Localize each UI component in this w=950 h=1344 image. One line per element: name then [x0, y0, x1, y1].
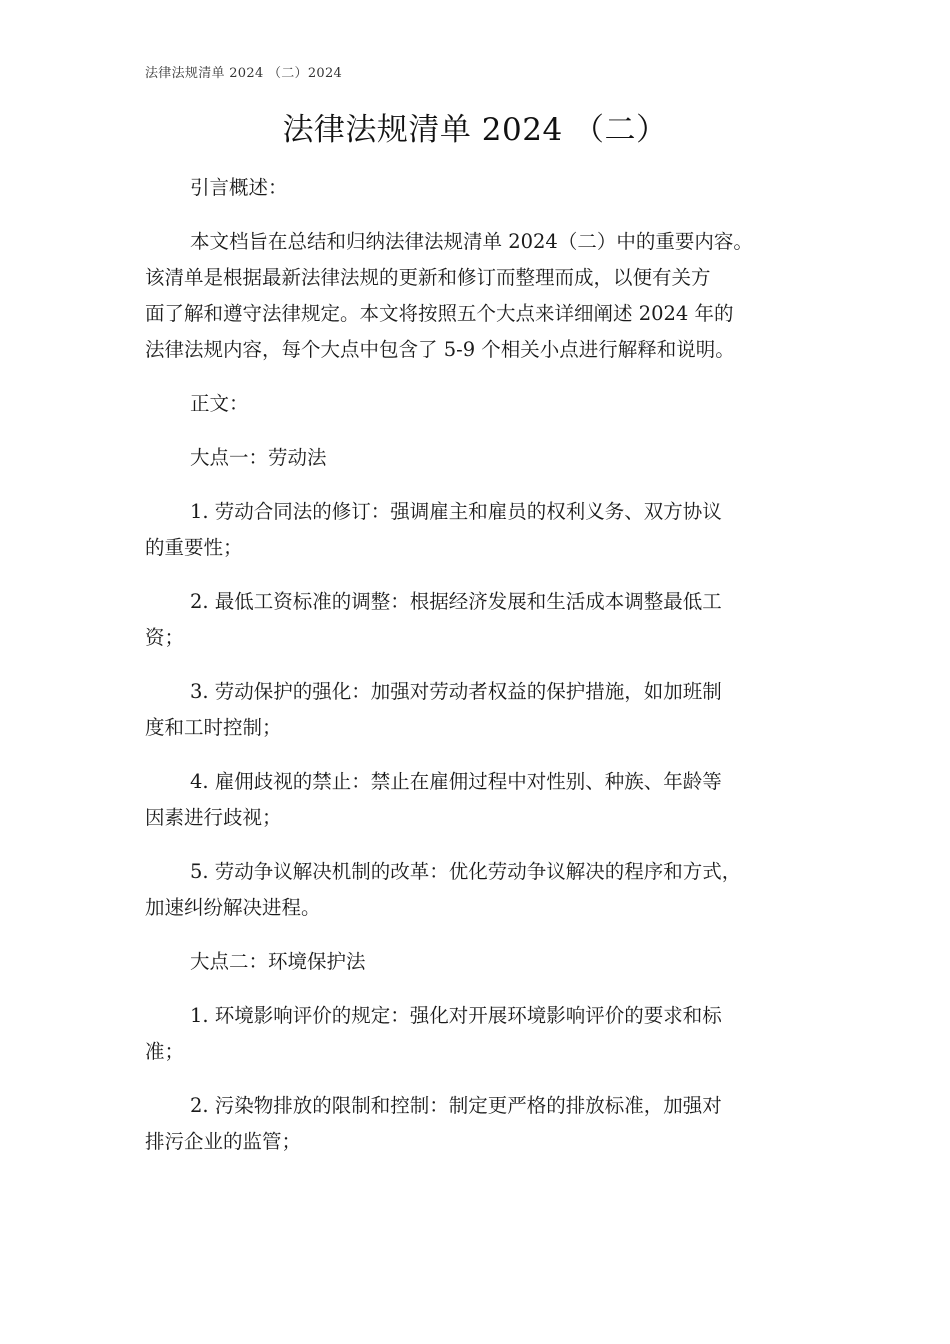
list-item [145, 1088, 825, 1160]
intro-line: 该清单是根据最新法律法规的更新和修订而整理而成，以便有关方 [145, 266, 711, 289]
list-item-line: 4. 雇佣歧视的禁止：禁止在雇佣过程中对性别、种族、年龄等 [190, 770, 722, 793]
running-header: 法律法规清单 2024 （二）2024 [145, 66, 343, 81]
section-heading: 大点一：劳动法 [190, 446, 327, 469]
list-item-line: 2. 最低工资标准的调整：根据经济发展和生活成本调整最低工 [190, 590, 722, 613]
list-item [145, 998, 825, 1070]
intro-line: 面了解和遵守法律规定。本文将按照五个大点来详细阐述 2024 年的 [145, 302, 734, 325]
list-item-line: 资； [145, 626, 185, 649]
list-item-line: 排污企业的监管； [145, 1130, 302, 1153]
list-item [145, 494, 825, 566]
list-item-line: 准； [145, 1040, 185, 1063]
intro-paragraph [145, 224, 825, 368]
list-item-line: 加速纠纷解决进程。 [145, 896, 321, 919]
body-heading: 正文： [190, 392, 249, 415]
intro-heading: 引言概述： [190, 176, 288, 199]
list-item-line: 度和工时控制； [145, 716, 282, 739]
list-item-line: 因素进行歧视； [145, 806, 282, 829]
list-item-line: 1. 劳动合同法的修订：强调雇主和雇员的权利义务、双方协议 [190, 500, 722, 523]
list-item [145, 584, 825, 656]
list-item-line: 1. 环境影响评价的规定：强化对开展环境影响评价的要求和标 [190, 1004, 722, 1027]
list-item-line: 的重要性； [145, 536, 243, 559]
list-item-line: 5. 劳动争议解决机制的改革：优化劳动争议解决的程序和方式， [190, 860, 742, 883]
intro-line: 法律法规内容，每个大点中包含了 5-9 个相关小点进行解释和说明。 [145, 338, 735, 361]
document-title: 法律法规清单 2024 （二） [282, 112, 668, 148]
document-body [145, 170, 825, 1178]
list-item [145, 764, 825, 836]
list-item [145, 674, 825, 746]
section-heading: 大点二：环境保护法 [190, 950, 366, 973]
list-item-line: 2. 污染物排放的限制和控制：制定更严格的排放标准，加强对 [190, 1094, 722, 1117]
list-item-line: 3. 劳动保护的强化：加强对劳动者权益的保护措施，如加班制 [190, 680, 722, 703]
list-item [145, 854, 825, 926]
intro-line: 本文档旨在总结和归纳法律法规清单 2024（二）中的重要内容。 [190, 230, 753, 253]
